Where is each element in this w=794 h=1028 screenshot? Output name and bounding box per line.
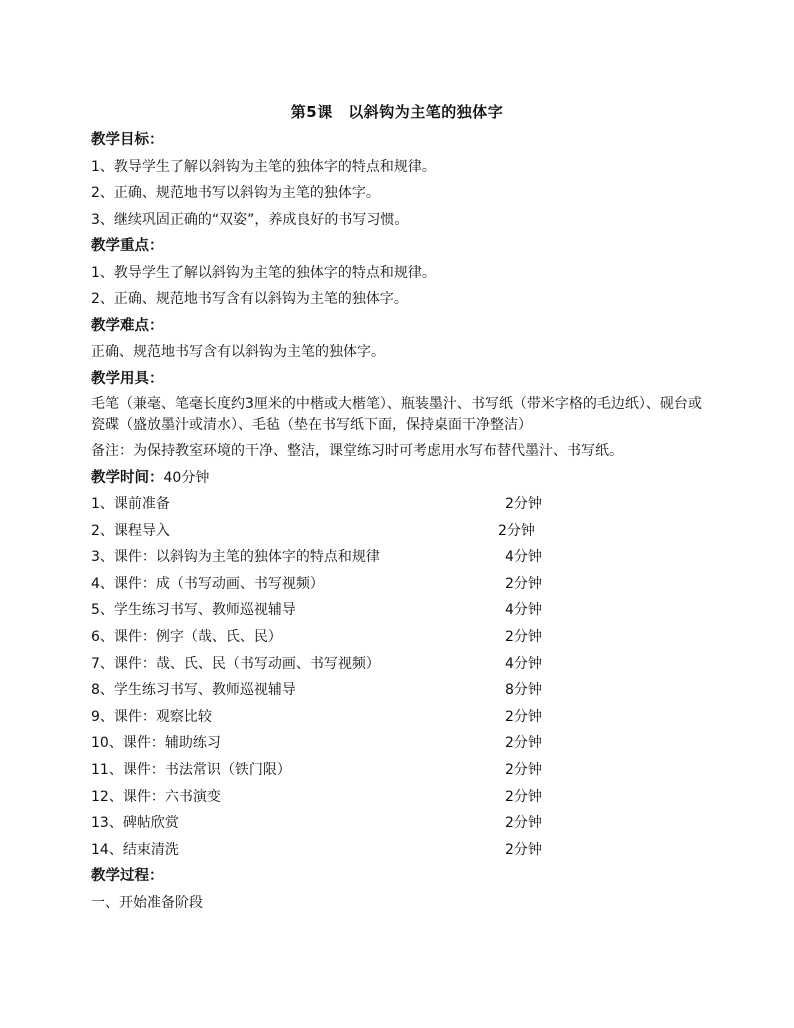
schedule-row bbox=[91, 491, 711, 518]
schedule-time: 2分钟 bbox=[505, 815, 542, 832]
schedule-time: 4分钟 bbox=[505, 549, 542, 566]
schedule-item: 9、课件：观察比较 bbox=[91, 708, 212, 725]
schedule-row bbox=[91, 544, 711, 571]
schedule-row bbox=[91, 624, 711, 651]
key-point-item: 1、教导学生了解以斜钩为主笔的独体字的特点和规律。 bbox=[91, 264, 436, 281]
difficulty-item: 正确、规范地书写含有以斜钩为主笔的独体字。 bbox=[91, 344, 385, 360]
schedule-item: 7、课件：哉、氏、民（书写动画、书写视频） bbox=[91, 655, 380, 672]
tools-heading: 教学用具： bbox=[91, 370, 164, 387]
schedule-time: 2分钟 bbox=[505, 628, 542, 645]
schedule-item: 11、课件：书法常识（铁门限） bbox=[91, 761, 291, 778]
schedule-time: 2分钟 bbox=[505, 841, 542, 858]
schedule-time: 2分钟 bbox=[505, 708, 542, 725]
schedule-item: 3、课件：以斜钩为主笔的独体字的特点和规律 bbox=[91, 549, 380, 566]
schedule-item: 1、课前准备 bbox=[91, 496, 170, 512]
schedule-item: 5、学生练习书写、教师巡视辅导 bbox=[91, 602, 296, 619]
schedule-row bbox=[91, 518, 711, 545]
key-point-item: 2、正确、规范地书写含有以斜钩为主笔的独体字。 bbox=[91, 291, 408, 307]
schedule-item: 4、课件：成（书写动画、书写视频） bbox=[91, 575, 324, 592]
schedule-item: 6、课件：例字（哉、氏、民） bbox=[91, 628, 282, 645]
schedule-row bbox=[91, 571, 711, 598]
schedule-row bbox=[91, 730, 711, 757]
tools-note: 备注：为保持教室环境的干净、整洁，课堂练习时可考虑用水写布替代墨汁、书写纸。 bbox=[91, 443, 623, 459]
schedule-time: 2分钟 bbox=[505, 788, 542, 805]
process-heading: 教学过程： bbox=[91, 868, 164, 885]
schedule-item: 10、课件：辅助练习 bbox=[91, 735, 221, 752]
process-item: 一、开始准备阶段 bbox=[91, 894, 203, 911]
difficulties-heading: 教学难点： bbox=[91, 317, 164, 334]
schedule-row bbox=[91, 784, 711, 811]
goals-heading: 教学目标： bbox=[91, 132, 164, 148]
schedule-time: 2分钟 bbox=[505, 496, 542, 512]
schedule-row bbox=[91, 597, 711, 624]
schedule-item: 14、结束清洗 bbox=[91, 841, 179, 858]
schedule-time: 4分钟 bbox=[505, 602, 542, 619]
schedule-list bbox=[91, 491, 711, 863]
schedule-time: 2分钟 bbox=[505, 761, 542, 778]
goal-item: 1、教导学生了解以斜钩为主笔的独体字的特点和规律。 bbox=[91, 158, 436, 175]
schedule-time: 4分钟 bbox=[505, 655, 542, 672]
tools-text: 毛笔（兼毫、笔毫长度约3厘米的中楷或大楷笔）、瓶装墨汁、书写纸（带米字格的毛边纸）、砚台或瓷碟（盛放墨汁或清水）、毛毡（垫在书写纸下面，保持桌面干净整洁） bbox=[91, 396, 702, 433]
schedule-time: 2分钟 bbox=[505, 735, 542, 752]
lesson-title: 第5课 以斜钩为主笔的独体字 bbox=[290, 103, 504, 121]
schedule-item: 8、学生练习书写、教师巡视辅导 bbox=[91, 682, 296, 699]
schedule-item: 13、碑帖欣赏 bbox=[91, 815, 179, 832]
time-value: 40分钟 bbox=[163, 469, 210, 486]
schedule-item: 12、课件：六书演变 bbox=[91, 788, 221, 805]
schedule-time: 8分钟 bbox=[505, 682, 542, 699]
goal-item: 2、正确、规范地书写以斜钩为主笔的独体字。 bbox=[91, 185, 380, 201]
lesson-content bbox=[91, 127, 711, 916]
schedule-row bbox=[91, 837, 711, 864]
schedule-row bbox=[91, 704, 711, 731]
schedule-time: 2分钟 bbox=[498, 522, 535, 539]
time-line bbox=[91, 465, 711, 492]
goal-item: 3、继续巩固正确的“双姿”，养成良好的书写习惯。 bbox=[91, 211, 409, 228]
schedule-row bbox=[91, 651, 711, 678]
schedule-row bbox=[91, 810, 711, 837]
schedule-time: 2分钟 bbox=[505, 575, 542, 592]
schedule-row bbox=[91, 677, 711, 704]
time-heading: 教学时间： bbox=[91, 469, 164, 486]
key-points-heading: 教学重点： bbox=[91, 238, 164, 254]
schedule-item: 2、课程导入 bbox=[91, 522, 170, 539]
schedule-row bbox=[91, 757, 711, 784]
